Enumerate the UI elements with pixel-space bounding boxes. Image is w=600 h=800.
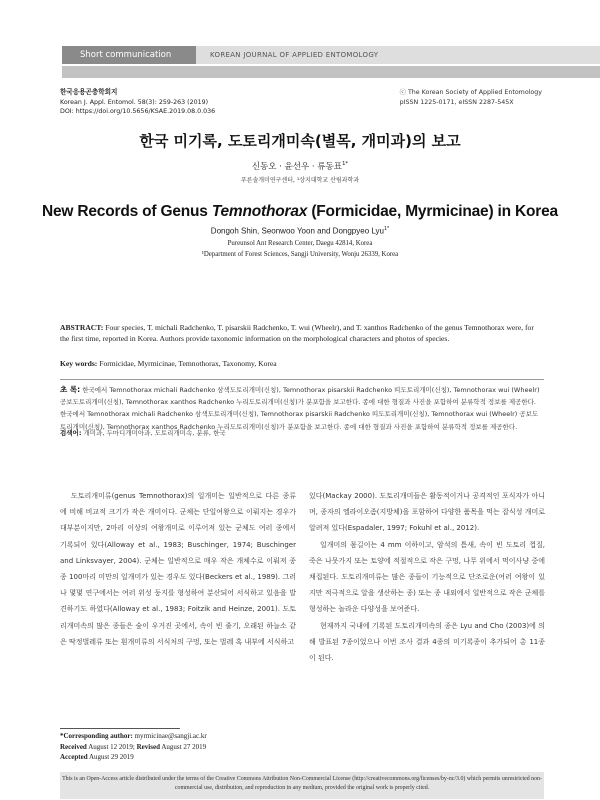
correspondence-block: *Corresponding author: myrmicinae@sangji.ac.kr Received August 12 2019; Revised August 27 2019 Accepted August 29 2019 bbox=[60, 732, 207, 761]
journal-reference: Korean J. Appl. Entomol. 58(3): 259-263 (2019) bbox=[60, 98, 209, 106]
authors-english: Dongoh Shin, Seonwoo Yoon and Dongpyeo Lyu$^{1*}$ bbox=[210, 226, 390, 236]
korean-abstract bbox=[60, 384, 544, 433]
title-english: New Records of Genus Temnothorax (Formicidae, Myrmicinae) in Korea bbox=[42, 203, 558, 220]
journal-header-bar bbox=[62, 46, 600, 64]
body-paragraph: 현재까지 국내에 기록된 도토리개미속의 종은 Lyu and Cho (2003)에 의해 발표된 7종이었으나 이번 조사 결과 4종의 미기록종이 추가되어 총 11종이 된다. bbox=[309, 621, 545, 663]
body-column-right bbox=[309, 488, 545, 666]
affiliation-english-2: ¹Department of Forest Sciences, Sangji University, Wonju 26339, Korea bbox=[201, 251, 399, 258]
section-label: Short communication bbox=[62, 46, 196, 64]
abstract-text: Four species, T. michali Radchenko, T. pisarskii Radchenko, T. wui (Wheelr), and T. xanthos Radchenko of the genus Temnothorax were, for the first time, reported in Korea. Authors provide taxonomic information on the morphological characters and photos of species. bbox=[60, 323, 534, 344]
title-korean: 한국 미기록, 도토리개미속(별목, 개미과)의 보고 bbox=[139, 132, 461, 150]
keywords-text: Formicidae, Myrmicinae, Temnothorax, Taxonomy, Korea bbox=[99, 359, 277, 368]
doi-link[interactable]: DOI: https://doi.org/10.5656/KSAE.2019.08.0.036 bbox=[60, 108, 216, 115]
body-paragraph: 있다(Mackay 2000). 도토리개미들은 활동적이거나 공격적인 포식자가 아니며, 종자의 엘라이오좀(지방체)을 포함하여 다양한 품목을 먹는 잡식성 개미로 알려져 있다(Espadaler, 1997; Fokuhl et al., 2012). bbox=[309, 492, 545, 533]
affiliation-korean: 푸른솔개미연구센터, ¹상지대학교 산림과학과 bbox=[240, 177, 360, 184]
journal-name: KOREAN JOURNAL OF APPLIED ENTOMOLOGY bbox=[196, 46, 600, 64]
issn: pISSN 1225-0171, eISSN 2287-545X bbox=[399, 98, 514, 106]
header-strip bbox=[62, 66, 600, 78]
corresponding-email[interactable]: myrmicinae@sangji.ac.kr bbox=[134, 732, 207, 740]
body-column-left bbox=[60, 488, 296, 650]
abstract-label: ABSTRACT: bbox=[60, 323, 104, 332]
body-paragraph: 일개미의 몸길이는 4 mm 이하이고, 암석의 틈새, 속이 빈 도토리 껍질, 죽은 나뭇가지 또는 토양에 적절적으로 작은 구멍, 나무 위에서 먹이사냥 중에 채집된다. 도토리개미류는 많은 종들이 기능적으로 단조로운(여러 여왕이 있지만 적극적으로 알을 생산하는 종) 또는 종 내외에서 일반적으로 작은 군체를 형성하는 놀라운 다양성을 보여준다. bbox=[309, 540, 545, 614]
korean-keywords-text: 개미과, 두마디개미아과, 도토리개미속, 분류, 한국 bbox=[83, 429, 226, 437]
affiliation-english-1: Pureunsol Ant Research Center, Daegu 42814, Korea bbox=[227, 240, 373, 247]
keywords bbox=[60, 359, 544, 368]
license-notice: This is an Open-Access article distributed under the terms of the Creative Commons Attribution Non-Commercial License (http://creativecommons.org/licenses/by-nc/3.0) which permits unrestricted non-commercial use, distribution, and reproduction in any medium, provided the original work is properly cited. bbox=[60, 772, 544, 799]
korean-keywords bbox=[60, 428, 544, 437]
body-paragraph: 도토리개미류(genus Temnothorax)의 일개미는 일반적으로 다른 종류에 비해 비교적 크기가 작은 개미이다. 군체는 단일여왕으로 이뤄지는 경우가 대부분이지만, 2마리 이상의 여왕개미로 이루어져 있는 군체도 여러 종에서 기록되어 있다(Alloway et al., 1983; Buschinger, 1974; Buschinger and Linksvayer, 2004). 군체는 일반적으로 매우 작은 개체수로 이뤄져 종종 100마리 미만의 일개미가 있는 경우도 있다(Beckers et al., 1989). 그러나 몇몇 연구에서는 여러 위성 둥지를 형성하여 분산되어 서식하고 있음을 발견하기도 하였다(Alloway et al., 1983; Foitzik and Heinze, 2001). 도토리개미속의 많은 종들은 숲이 우거진 곳에서, 속이 빈 줄기, 오래된 하늘소 같은 딱정벌레류 또는 흰개미류의 서식처의 구멍, 또는 벌레 혹 내부에 서식하고 bbox=[60, 492, 296, 646]
korean-abstract-label: 초 록: bbox=[60, 385, 81, 394]
keywords-label: Key words: bbox=[60, 359, 98, 368]
korean-abstract-text: 한국에서 Temnothorax michali Radchenko 삼색도토리개미(신칭), Temnothorax pisarskii Radchenko 띠도토리개미(신칭), Temnothorax wui (Wheelr) 공보도토리개미(신칭), Temnothorax xanthos Radchenko 누리도토리개미(신칭)가 분포함을 보고한다. 종에 대한 형질과 사진을 포함하여 분류학적 정보를 제공한다. 한국에서 Temnothorax michali Radchenko 삼색도토리개미(신칭), Temnothorax pisarskii Radchenko 띠도토리개미(신칭), Temnothorax wui (Wheelr) 공보도토리개미(신칭), Temnothorax xanthos Radchenko 누리도토리개미(신칭)가 분포함을 보고한다. 종에 대한 형질과 사진을 포함하여 분류학적 정보를 제공한다. bbox=[60, 386, 540, 431]
korean-keywords-label: 검색어: bbox=[60, 429, 82, 437]
journal-korean-name: 한국응용곤충학회지 bbox=[60, 88, 118, 96]
authors-korean: 신동오 · 윤선우 · 류동표$^{1*}$ bbox=[251, 161, 349, 172]
footnote-divider bbox=[60, 728, 180, 729]
divider bbox=[60, 379, 544, 380]
abstract bbox=[60, 322, 544, 344]
copyright-notice: ⓒ The Korean Society of Applied Entomology bbox=[399, 89, 542, 96]
society-block bbox=[400, 88, 542, 107]
citation-block bbox=[60, 88, 215, 117]
